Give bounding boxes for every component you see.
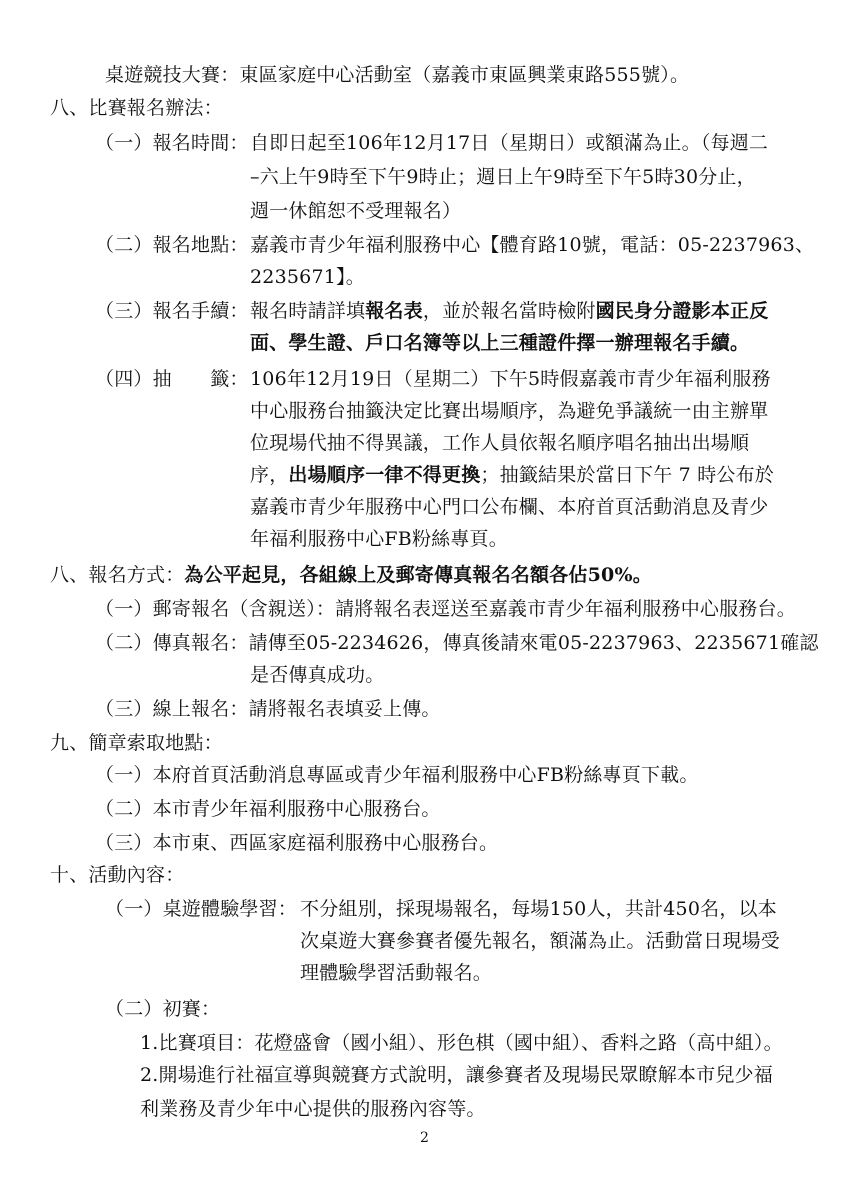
item-text-line: 位現場代抽不得異議，工作人員依報名順序唱名抽出出場順	[250, 432, 750, 454]
brochure-item: （一）本府首頁活動消息專區或青少年福利服務中心FB粉絲專頁下載。	[95, 764, 699, 786]
method-item-fax-cont: 是否傳真成功。	[250, 664, 385, 686]
item-label-registration-procedure: （三）報名手續：	[95, 300, 249, 322]
activity-item-label: （一）桌遊體驗學習：	[105, 898, 298, 920]
item-text-line: 不分組別，採現場報名，每場150人，共計450名，以本	[300, 898, 777, 920]
bold-text-span: 報名表	[365, 300, 423, 322]
method-item-fax: （二）傳真報名：請傳至05-2234626，傳真後請來電05-2237963、2235671確認	[95, 632, 819, 654]
section-heading-registration-rules: 八、比賽報名辦法：	[50, 97, 223, 119]
item-label-registration-location: （二）報名地點：	[95, 234, 249, 256]
item-text-line-bold: 面、學生證、戶口名簿等以上三種證件擇一辦理報名手續。	[250, 332, 750, 354]
item-text-line	[250, 298, 768, 324]
item-text-line: 理體驗學習活動報名。	[300, 962, 493, 984]
item-text-line: –六上午9時至下午9時止；週日上午9時至下午5時30分止，	[250, 166, 756, 188]
item-text-line: 自即日起至106年12月17日（星期日）或額滿為止。（每週二	[250, 132, 769, 154]
item-text-line: 106年12月19日（星期二）下午5時假嘉義市青少年福利服務	[250, 368, 771, 390]
section-heading-activities: 十、活動內容：	[50, 864, 185, 886]
method-item-online: （三）線上報名：請將報名表填妥上傳。	[95, 698, 441, 720]
brochure-item: （二）本市青少年福利服務中心服務台。	[95, 798, 441, 820]
item-text-line: 嘉義市青少年福利服務中心【體育路10號，電話：05-2237963、	[250, 234, 815, 256]
section-heading-registration-methods	[50, 562, 652, 588]
bold-text-span: 出場順序一律不得更換	[288, 464, 481, 486]
brochure-item: （三）本市東、西區家庭福利服務中心服務台。	[95, 832, 499, 854]
item-text-line	[250, 462, 774, 488]
item-text-line: 年福利服務中心FB粉絲專頁。	[250, 528, 508, 550]
bold-text-span: 國民身分證影本正反	[595, 300, 769, 322]
heading-text: 八、報名方式：	[50, 564, 185, 586]
heading-bold-text: 為公平起見，各組線上及郵寄傳真報名名額各佔50%。	[184, 564, 652, 586]
item-label-lottery: （四）抽 籤：	[95, 368, 249, 390]
item-text-line: 嘉義市青少年服務中心門口公布欄、本府首頁活動消息及青少	[250, 496, 769, 518]
item-text-line: 中心服務台抽籤決定比賽出場順序，為避免爭議統一由主辦單	[250, 400, 769, 422]
section-heading-brochure: 九、簡章索取地點：	[50, 732, 223, 754]
page-number: 2	[420, 1130, 429, 1146]
activity-item-label: （二）初賽：	[105, 998, 221, 1020]
sub-item-cont: 利業務及青少年中心提供的服務內容等。	[140, 1098, 486, 1120]
text-span: ，並於報名當時檢附	[422, 300, 596, 322]
item-text-line: 週一休館恕不受理報名）	[250, 200, 462, 222]
text-span: 報名時請詳填	[250, 300, 366, 322]
venue-line: 桌遊競技大賽：東區家庭中心活動室（嘉義市東區興業東路555號）。	[105, 64, 690, 86]
text-span: ；抽籤結果於當日下午 7 時公布於	[480, 464, 774, 486]
text-span: 序，	[250, 464, 289, 486]
sub-item: 2.開場進行社福宣導與競賽方式說明，讓參賽者及現場民眾瞭解本市兒少福	[140, 1064, 773, 1086]
item-text-line: 2235671】。	[250, 266, 365, 288]
sub-item: 1.比賽項目：花燈盛會（國小組）、形色棋（國中組）、香料之路（高中組）。	[140, 1032, 783, 1054]
item-text-line: 次桌遊大賽參賽者優先報名，額滿為止。活動當日現場受	[300, 930, 781, 952]
method-item-mail: （一）郵寄報名（含親送）：請將報名表逕送至嘉義市青少年福利服務中心服務台。	[95, 598, 796, 620]
item-label-registration-time: （一）報名時間：	[95, 132, 249, 154]
